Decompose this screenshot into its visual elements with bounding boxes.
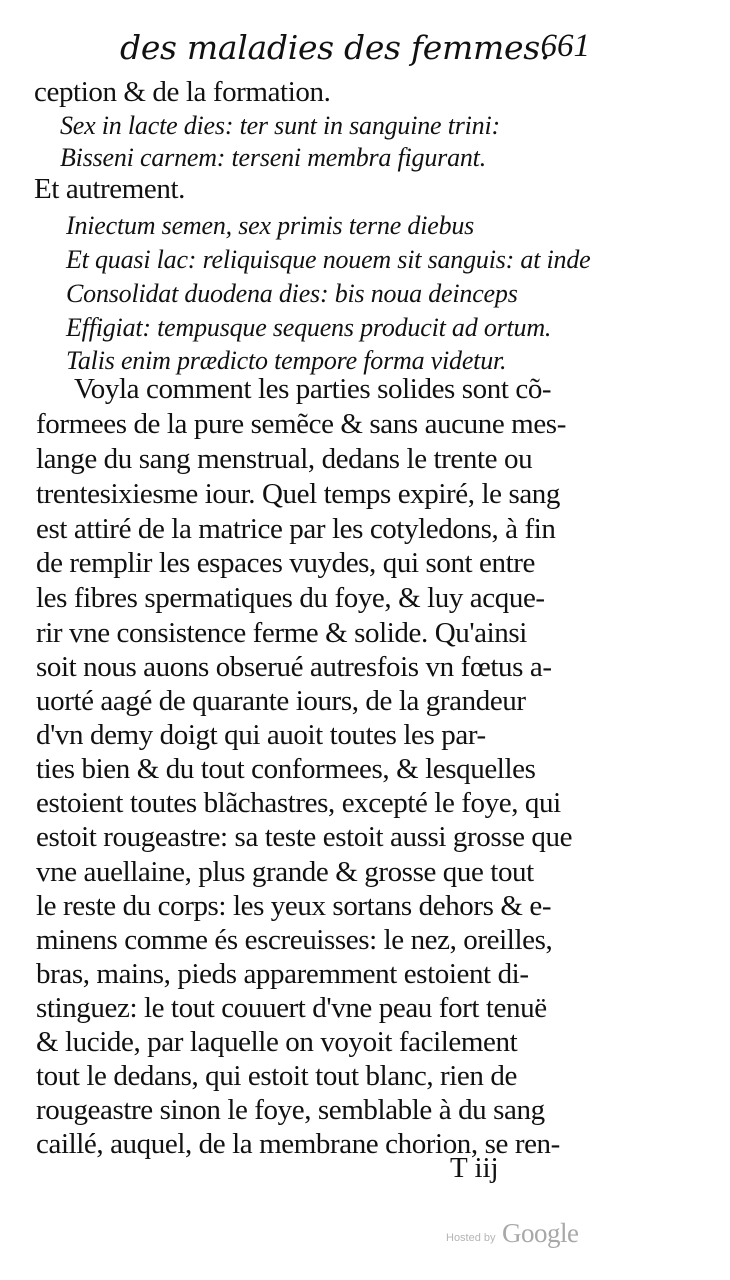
verse-line: Sex in lacte dies: ter sunt in sanguine trini: xyxy=(60,111,500,140)
text-line: de remplir les espaces vuydes, qui sont entre xyxy=(36,547,536,579)
verse-line: Talis enim prædicto tempore forma videtur. xyxy=(66,346,507,375)
text-line: estoit rougeastre: sa teste estoit aussi grosse que xyxy=(36,821,573,853)
text-line: caillé, auquel, de la membrane chorion, se ren- xyxy=(36,1128,560,1160)
verse-line: Effigiat: tempusque sequens producit ad ortum. xyxy=(66,313,552,342)
text-line: les fibres spermatiques du foye, & luy acque- xyxy=(36,582,545,614)
text-line: est attiré de la matrice par les cotyledons, à fin xyxy=(36,513,556,545)
text-line: stinguez: le tout couuert d'vne peau fort tenuë xyxy=(36,992,547,1024)
text-line: minens comme és escreuisses: le nez, oreilles, xyxy=(36,924,553,956)
google-watermark xyxy=(446,1218,606,1254)
text-line: tout le dedans, qui estoit tout blanc, rien de xyxy=(36,1060,517,1092)
text-line: uorté aagé de quarante iours, de la grandeur xyxy=(36,685,526,717)
signature-mark: T iij xyxy=(450,1152,499,1184)
verse-line: Consolidat duodena dies: bis noua deinceps xyxy=(66,279,518,308)
verse-line: Et quasi lac: reliquisque nouem sit sanguis: at inde xyxy=(66,245,591,274)
text-line: le reste du corps: les yeux sortans dehors & e- xyxy=(36,890,552,922)
google-logo: Google xyxy=(502,1218,579,1248)
page-number: 661 xyxy=(540,28,590,64)
text-line: formees de la pure semẽce & sans aucune mes- xyxy=(36,408,566,440)
text-line: Voyla comment les parties solides sont cõ- xyxy=(74,373,552,405)
text-line: Et autrement. xyxy=(34,173,186,205)
text-line: & lucide, par laquelle on voyoit facilement xyxy=(36,1026,518,1058)
text-line: d'vn demy doigt qui auoit toutes les par- xyxy=(36,719,486,751)
verse-line: Iniectum semen, sex primis terne diebus xyxy=(66,211,475,240)
text-line: bras, mains, pieds apparemment estoient di- xyxy=(36,958,529,990)
text-line: soit nous auons obserué autresfois vn fœtus a- xyxy=(36,651,552,683)
text-line: rir vne consistence ferme & solide. Qu'ainsi xyxy=(36,617,527,649)
hosted-by-label: Hosted by xyxy=(446,1232,496,1244)
text-line: ception & de la formation. xyxy=(34,76,331,108)
text-line: rougeastre sinon le foye, semblable à du sang xyxy=(36,1094,545,1126)
text-line: estoient toutes blãchastres, excepté le foye, qui xyxy=(36,787,561,819)
text-line: vne auellaine, plus grande & grosse que tout xyxy=(36,856,534,888)
running-head xyxy=(120,28,590,72)
text-line: trentesixiesme iour. Quel temps expiré, le sang xyxy=(36,478,561,510)
text-line: lange du sang menstrual, dedans le trente ou xyxy=(36,443,533,475)
running-head-title: des maladies des femmes. xyxy=(120,28,551,67)
text-line: ties bien & du tout conformees, & lesquelles xyxy=(36,753,536,785)
verse-line: Bisseni carnem: terseni membra figurant. xyxy=(60,143,487,172)
